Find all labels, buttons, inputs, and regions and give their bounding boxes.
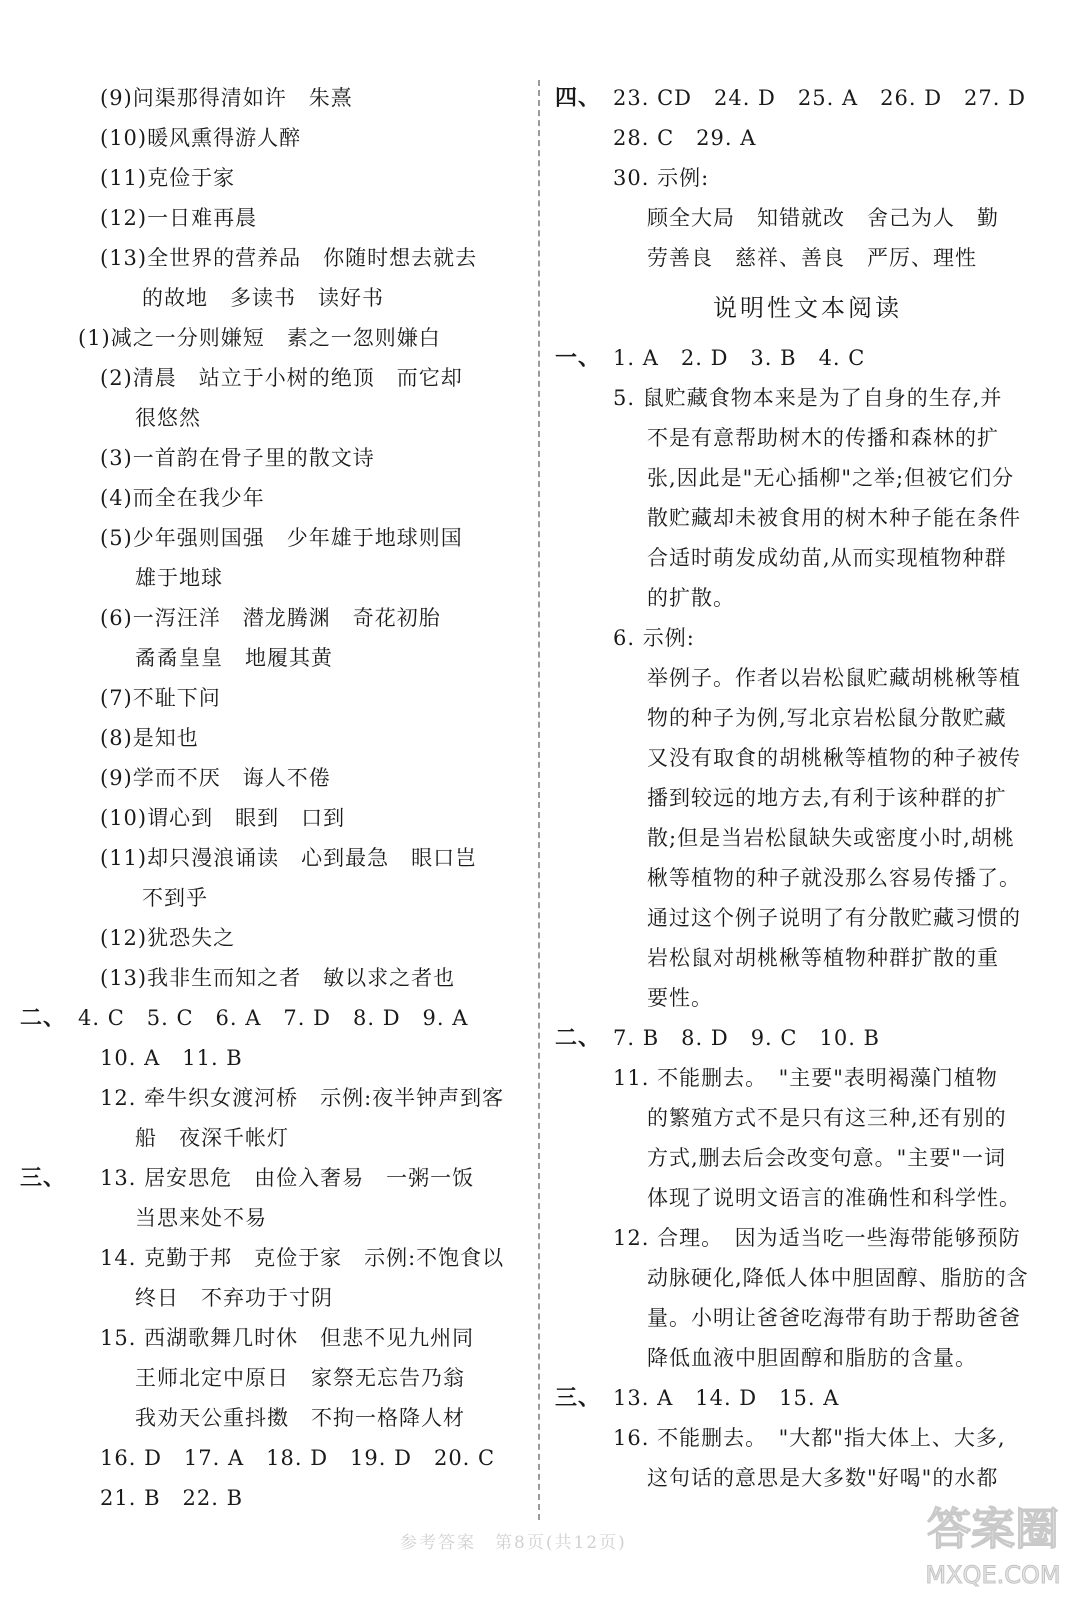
answer-text: 4. C 5. C 6. A 7. D 8. D 9. A — [78, 1006, 469, 1030]
answer-text: 散;但是当岩松鼠缺失或密度小时,胡桃 — [647, 826, 1015, 850]
answer-text: 雄于地球 — [135, 566, 223, 590]
answer-line — [555, 1218, 1060, 1258]
answer-text: 12. 合理。 因为适当吃一些海带能够预防 — [613, 1226, 1021, 1250]
answer-text: 矞矞皇皇 地履其黄 — [135, 646, 333, 670]
left-column — [20, 78, 530, 1518]
answer-text: (1)减之一分则嫌短 素之一忽则嫌白 — [78, 326, 441, 350]
answer-text: (10)谓心到 眼到 口到 — [100, 806, 346, 830]
answer-text: 举例子。作者以岩松鼠贮藏胡桃楸等植 — [647, 666, 1021, 690]
answer-text: 13. 居安思危 由俭入奢易 一粥一饭 — [100, 1166, 475, 1190]
answer-text: 不到乎 — [142, 886, 208, 910]
answer-text: 15. 西湖歌舞几时休 但悲不见九州同 — [100, 1326, 475, 1350]
answer-text: 船 夜深千帐灯 — [135, 1126, 289, 1150]
answer-text: (12)犹恐失之 — [100, 926, 236, 950]
answer-line — [20, 1198, 530, 1238]
answer-text: 的繁殖方式不是只有这三种,还有别的 — [647, 1106, 1007, 1130]
answer-line — [20, 998, 530, 1038]
answer-text: 物的种子为例,写北京岩松鼠分散贮藏 — [647, 706, 1007, 730]
answer-text: (10)暖风熏得游人醉 — [100, 126, 302, 150]
answer-line — [555, 1258, 1060, 1298]
answer-text: 当思来处不易 — [135, 1206, 267, 1230]
answer-text: 方式,删去后会改变句意。"主要"一词 — [647, 1146, 1006, 1170]
answer-line — [20, 1078, 530, 1118]
answer-text: (11)克俭于家 — [100, 166, 236, 190]
answer-line — [20, 758, 530, 798]
answer-line — [20, 158, 530, 198]
answer-line — [20, 238, 530, 278]
answer-line — [20, 558, 530, 598]
answer-text: (9)问渠那得清如许 朱熹 — [100, 86, 353, 110]
answer-line — [20, 598, 530, 638]
answer-line — [20, 1278, 530, 1318]
answer-text: 11. 不能删去。 "主要"表明褐藻门植物 — [613, 1066, 998, 1090]
answer-text: (13)全世界的营养品 你随时想去就去 — [100, 246, 478, 270]
answer-line — [555, 458, 1060, 498]
answer-line — [555, 1378, 1060, 1418]
answer-text: (8)是知也 — [100, 726, 199, 750]
answer-line — [20, 278, 530, 318]
answer-text: 12. 牵牛织女渡河桥 示例:夜半钟声到客 — [100, 1086, 505, 1110]
answer-text: (13)我非生而知之者 敏以求之者也 — [100, 966, 456, 990]
answer-text: 21. B 22. B — [100, 1486, 244, 1510]
answer-line — [555, 1178, 1060, 1218]
answer-text: 1. A 2. D 3. B 4. C — [613, 346, 866, 370]
answer-text: 张,因此是"无心插柳"之举;但被它们分 — [647, 466, 1015, 490]
answer-line — [555, 338, 1060, 378]
answer-line — [555, 78, 1060, 118]
answer-line — [20, 1038, 530, 1078]
answer-line — [20, 1358, 530, 1398]
page-footer: 参考答案 第8页(共12页) — [400, 1533, 627, 1553]
answer-text: 劳善良 慈祥、善良 严厉、理性 — [647, 246, 977, 270]
answer-line — [20, 1438, 530, 1478]
right-column — [555, 78, 1060, 1498]
answer-line — [555, 378, 1060, 418]
answer-line — [555, 938, 1060, 978]
answer-line — [555, 538, 1060, 578]
answer-text: 顾全大局 知错就改 舍己为人 勤 — [647, 206, 999, 230]
answer-text: 14. 克勤于邦 克俭于家 示例:不饱食以 — [100, 1246, 505, 1270]
answer-text: 30. 示例: — [613, 166, 710, 190]
section-number: 一、 — [555, 345, 602, 371]
answer-text: 终日 不弃功于寸阴 — [135, 1286, 333, 1310]
answer-line — [20, 1398, 530, 1438]
answer-text: 13. A 14. D 15. A — [613, 1386, 840, 1410]
answer-text: (3)一首韵在骨子里的散文诗 — [100, 446, 375, 470]
answer-line — [20, 878, 530, 918]
section-number: 三、 — [555, 1385, 602, 1411]
answer-text: 很悠然 — [135, 406, 201, 430]
answer-text: 动脉硬化,降低人体中胆固醇、脂肪的含 — [647, 1266, 1029, 1290]
answer-line — [20, 198, 530, 238]
answer-line — [20, 78, 530, 118]
answer-line — [555, 658, 1060, 698]
answer-text: 体现了说明文语言的准确性和科学性。 — [647, 1186, 1021, 1210]
answer-line — [555, 1298, 1060, 1338]
watermark-cn: 答案圈 — [927, 1504, 1059, 1555]
section-number: 四、 — [555, 85, 602, 111]
answer-line — [20, 398, 530, 438]
answer-text: 这句话的意思是大多数"好喝"的水都 — [647, 1466, 999, 1490]
answer-line — [555, 898, 1060, 938]
answer-text: (6)一泻汪洋 潜龙腾渊 奇花初胎 — [100, 606, 441, 630]
answer-line — [555, 1418, 1060, 1458]
answer-text: 的扩散。 — [647, 586, 735, 610]
answer-text: (12)一日难再晨 — [100, 206, 258, 230]
answer-text: 播到较远的地方去,有利于该种群的扩 — [647, 786, 1007, 810]
answer-line — [555, 238, 1060, 278]
answer-line — [555, 1098, 1060, 1138]
answer-line — [555, 1338, 1060, 1378]
answer-line — [20, 958, 530, 998]
answer-line — [555, 1458, 1060, 1498]
answer-text: 合适时萌发成幼苗,从而实现植物种群 — [647, 546, 1007, 570]
answer-text: 我劝天公重抖擞 不拘一格降人材 — [135, 1406, 465, 1430]
answer-line — [20, 438, 530, 478]
answer-text: 的故地 多读书 读好书 — [142, 286, 384, 310]
answer-line — [555, 738, 1060, 778]
answer-line — [555, 198, 1060, 238]
answer-line — [20, 918, 530, 958]
answer-line — [555, 1058, 1060, 1098]
answer-line — [555, 1138, 1060, 1178]
answer-line — [555, 978, 1060, 1018]
answer-line — [20, 478, 530, 518]
answer-line — [20, 638, 530, 678]
answer-text: 王师北定中原日 家祭无忘告乃翁 — [135, 1366, 465, 1390]
answer-line — [555, 118, 1060, 158]
answer-text: 又没有取食的胡桃楸等植物的种子被传 — [647, 746, 1021, 770]
answer-text: (7)不耻下问 — [100, 686, 221, 710]
section-number: 二、 — [20, 1005, 67, 1031]
answer-text: 10. A 11. B — [100, 1046, 243, 1070]
answer-text: 5. 鼠贮藏食物本来是为了自身的生存,并 — [613, 386, 1003, 410]
answer-text: (2)清晨 站立于小树的绝顶 而它却 — [100, 366, 463, 390]
answer-line — [555, 858, 1060, 898]
section-number: 三、 — [20, 1165, 67, 1191]
answer-text: 楸等植物的种子就没那么容易传播了。 — [647, 866, 1021, 890]
answer-text: 6. 示例: — [613, 626, 695, 650]
answer-text: 7. B 8. D 9. C 10. B — [613, 1026, 880, 1050]
answer-text: (4)而全在我少年 — [100, 486, 265, 510]
answer-text: 16. D 17. A 18. D 19. D 20. C — [100, 1446, 496, 1470]
answer-line — [555, 578, 1060, 618]
answer-line — [20, 1318, 530, 1358]
answer-line — [20, 798, 530, 838]
answer-text: 23. CD 24. D 25. A 26. D 27. D — [613, 86, 1026, 110]
answer-text: 通过这个例子说明了有分散贮藏习惯的 — [647, 906, 1021, 930]
watermark-en: MXQE.COM — [925, 1561, 1061, 1589]
answer-text: 不是有意帮助树木的传播和森林的扩 — [647, 426, 999, 450]
answer-line — [20, 518, 530, 558]
answer-text: (9)学而不厌 诲人不倦 — [100, 766, 331, 790]
answer-text: 要性。 — [647, 986, 713, 1010]
answer-text: 16. 不能删去。 "大都"指大体上、大多, — [613, 1426, 1006, 1450]
watermark-logo — [908, 1502, 1078, 1594]
answer-line — [555, 158, 1060, 198]
answer-line — [20, 1238, 530, 1278]
answer-line — [555, 618, 1060, 658]
answer-line — [20, 318, 530, 358]
answer-line — [555, 498, 1060, 538]
answer-line — [20, 838, 530, 878]
answer-line — [20, 678, 530, 718]
section-title: 说明性文本阅读 — [713, 294, 902, 322]
answer-line — [20, 1478, 530, 1518]
answer-text: 量。小明让爸爸吃海带有助于帮助爸爸 — [647, 1306, 1021, 1330]
answer-text: (11)却只漫浪诵读 心到最急 眼口岂 — [100, 846, 478, 870]
answer-line — [20, 118, 530, 158]
answer-text: 岩松鼠对胡桃楸等植物种群扩散的重 — [647, 946, 999, 970]
answer-text: 降低血液中胆固醇和脂肪的含量。 — [647, 1346, 977, 1370]
section-number: 二、 — [555, 1025, 602, 1051]
answer-text: 散贮藏却未被食用的树木种子能在条件 — [647, 506, 1021, 530]
answer-line — [555, 418, 1060, 458]
answer-line — [20, 1118, 530, 1158]
answer-line — [555, 698, 1060, 738]
answer-line — [20, 358, 530, 398]
answer-line — [555, 778, 1060, 818]
answer-line — [20, 718, 530, 758]
answer-text: (5)少年强则国强 少年雄于地球则国 — [100, 526, 463, 550]
column-divider — [538, 80, 540, 1520]
answer-text: 28. C 29. A — [613, 126, 757, 150]
answer-line — [555, 1018, 1060, 1058]
answer-line — [20, 1158, 530, 1198]
answer-line — [555, 818, 1060, 858]
